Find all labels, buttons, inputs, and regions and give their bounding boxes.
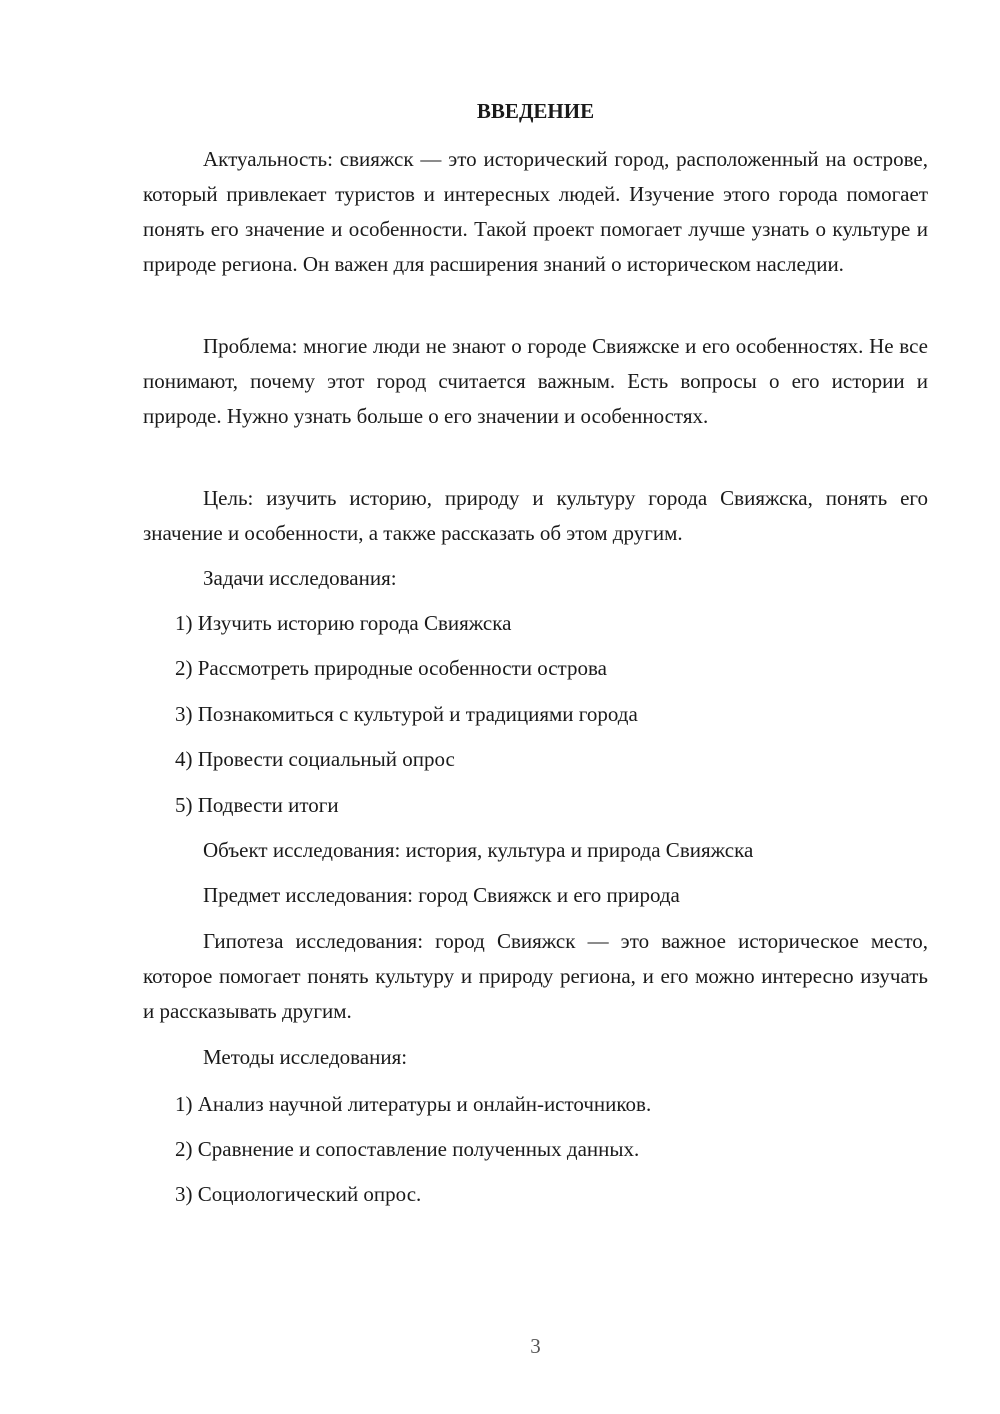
research-subject: Предмет исследования: город Свияжск и его природа — [203, 883, 680, 907]
goal-paragraph: Цель: изучить историю, природу и культуру города Свияжска, понять его значение и особенности, а также рассказать об этом другим. — [143, 486, 928, 545]
task-item-1: 1) Изучить историю города Свияжска — [175, 611, 512, 635]
page-title: ВВЕДЕНИЕ — [476, 99, 595, 123]
method-item-2: 2) Сравнение и сопоставление полученных данных. — [175, 1137, 640, 1161]
task-item-4: 4) Провести социальный опрос — [175, 747, 455, 771]
page-number: 3 — [530, 1334, 541, 1358]
task-item-5: 5) Подвести итоги — [175, 793, 339, 817]
relevance-paragraph: Актуальность: свияжск — это исторический город, расположенный на острове, который привлекает туристов и интересных людей. Изучение этого города помогает понять его значение и особенности. Такой проект помогает лучше узнать о культуре и природе региона. Он важен для расширения знаний о историческом наследии. — [143, 147, 928, 276]
hypothesis-paragraph: Гипотеза исследования: город Свияжск — это важное историческое место, которое помогает понять культуру и природу региона, и его можно интересно изучать и рассказывать другим. — [143, 929, 928, 1023]
research-object: Объект исследования: история, культура и природа Свияжска — [203, 838, 754, 862]
method-item-1: 1) Анализ научной литературы и онлайн-источников. — [175, 1092, 652, 1116]
method-item-3: 3) Социологический опрос. — [175, 1182, 422, 1206]
document-page — [143, 0, 928, 1414]
problem-paragraph: Проблема: многие люди не знают о городе Свияжске и его особенностях. Не все понимают, почему этот город считается важным. Есть вопросы о его истории и природе. Нужно узнать больше о его значении и особенностях. — [143, 334, 928, 428]
methods-heading: Методы исследования: — [203, 1045, 408, 1069]
task-item-3: 3) Познакомиться с культурой и традициями города — [175, 702, 638, 726]
tasks-heading: Задачи исследования: — [203, 566, 397, 590]
task-item-2: 2) Рассмотреть природные особенности острова — [175, 656, 607, 680]
